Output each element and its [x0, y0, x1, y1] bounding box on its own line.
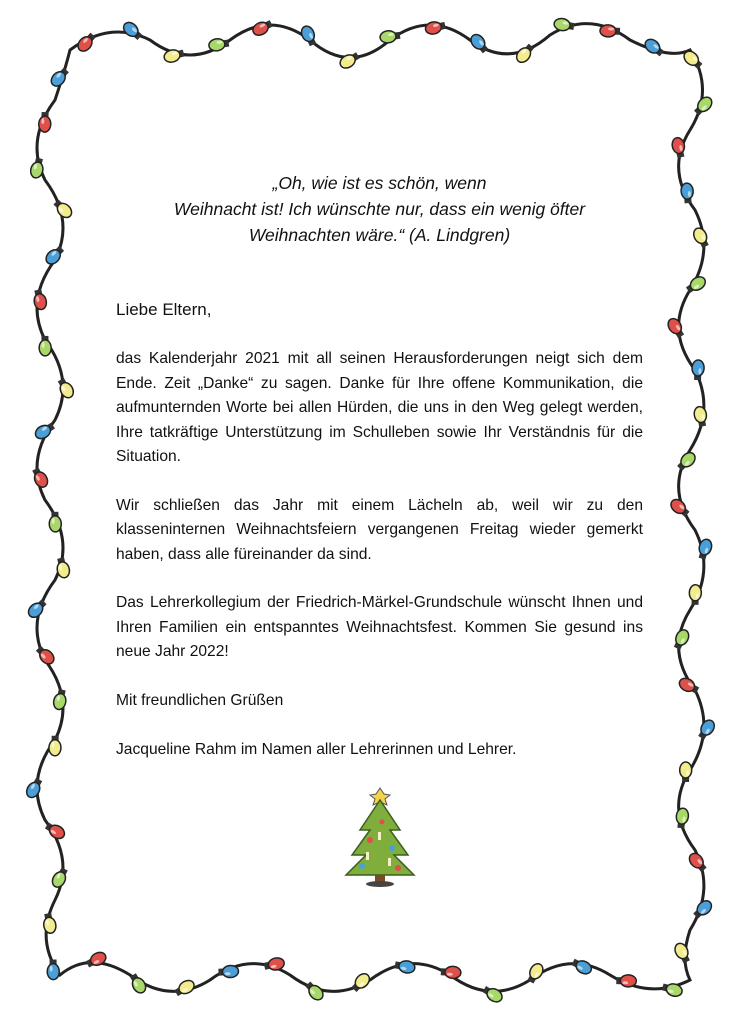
light-bulb-icon — [681, 183, 695, 204]
light-bulb-icon — [30, 466, 50, 489]
light-bulb-icon — [39, 112, 52, 132]
light-bulb-icon — [34, 644, 57, 667]
light-bulb-icon — [668, 497, 691, 519]
light-bulb-icon — [570, 957, 593, 977]
light-bulb-icon — [692, 94, 714, 117]
quote — [116, 170, 643, 248]
light-bulb-icon — [642, 36, 665, 58]
light-bulb-icon — [693, 406, 709, 428]
light-bulb-icon — [680, 762, 692, 782]
salutation: Liebe Eltern, — [116, 300, 212, 319]
light-bulb-icon — [303, 980, 325, 1003]
light-bulb-icon — [43, 244, 66, 267]
light-bulb-icon — [49, 512, 62, 532]
light-bulb-icon — [121, 20, 144, 42]
light-bulb-icon — [338, 50, 361, 71]
quote-line: Weihnachten wäre.“ (A. Lindgren) — [248, 225, 511, 245]
light-bulb-icon — [52, 689, 68, 711]
quote-line: „Oh, wie ist es schön, wenn — [272, 173, 487, 193]
light-bulb-icon — [47, 959, 59, 979]
light-bulb-icon — [49, 736, 61, 756]
light-bulb-icon — [50, 866, 70, 889]
light-bulb-icon — [691, 226, 711, 249]
light-bulb-icon — [424, 19, 446, 35]
closing: Mit freundlichen Grüßen — [116, 691, 284, 709]
light-bulb-icon — [672, 628, 692, 651]
light-bulb-icon — [26, 598, 49, 621]
light-bulb-icon — [56, 377, 76, 400]
paragraph: Wir schließen das Jahr mit einem Lächeln ab, weil wir zu den klasseninternen Weihnachtsfeiern vergangenen Freitag wieder gemerkt haben, dass alle füreinander da sind. — [116, 496, 643, 563]
light-bulb-icon — [85, 950, 108, 970]
light-bulb-icon — [218, 965, 239, 978]
light-bulb-icon — [673, 941, 693, 964]
light-bulb-icon — [600, 25, 620, 38]
light-bulb-icon — [665, 316, 686, 339]
light-bulb-icon — [39, 336, 51, 356]
paragraph: das Kalenderjahr 2021 mit all seinen Herausforderungen neigt sich dem Ende. Zeit „Danke“ zu sagen. Danke für Ihre offene Kommunikation, die aufmunternden Worte bei allen Hürden, die uns in den Weg gelegt werden, Ihre tatkräftige Unterstützung im Schulleben sowie Ihr Verständnis für die Situation. — [116, 350, 643, 465]
light-bulb-icon — [468, 32, 490, 55]
light-bulb-icon — [42, 912, 57, 934]
light-bulb-icon — [687, 851, 709, 874]
light-bulb-icon — [75, 31, 97, 54]
letter — [116, 170, 643, 787]
light-bulb-icon — [616, 975, 636, 987]
light-bulb-icon — [173, 978, 196, 998]
light-bulb-icon — [675, 450, 698, 473]
light-bulb-icon — [379, 29, 400, 43]
paragraph: Das Lehrerkollegium der Friedrich-Märkel-Grundschule wünscht Ihnen und Ihren Familien ein entspanntes Weihnachtsfest. Kommen Sie gesund ins neue Jahr 2022! — [116, 594, 643, 660]
light-bulb-icon — [691, 898, 714, 920]
light-bulb-icon — [692, 360, 705, 381]
quote-line: Weihnacht ist! Ich wünschte nur, dass ein wenig öfter — [173, 199, 586, 219]
light-bulb-icon — [696, 718, 717, 741]
signature: Jacqueline Rahm im Namen aller Lehrerinnen und Lehrer. — [116, 740, 517, 758]
light-bulb-icon — [24, 777, 44, 800]
christmas-tree-icon — [340, 780, 420, 890]
light-bulb-icon — [52, 198, 75, 221]
light-bulb-icon — [350, 971, 372, 994]
light-bulb-icon — [481, 984, 504, 1005]
light-bulb-icon — [208, 37, 230, 52]
light-bulb-icon — [675, 807, 690, 828]
light-bulb-icon — [32, 289, 48, 311]
light-bulb-icon — [394, 959, 416, 974]
light-bulb-icon — [48, 66, 70, 89]
light-bulb-icon — [689, 585, 702, 605]
light-bulb-icon — [251, 18, 274, 38]
light-bulb-icon — [441, 966, 462, 979]
